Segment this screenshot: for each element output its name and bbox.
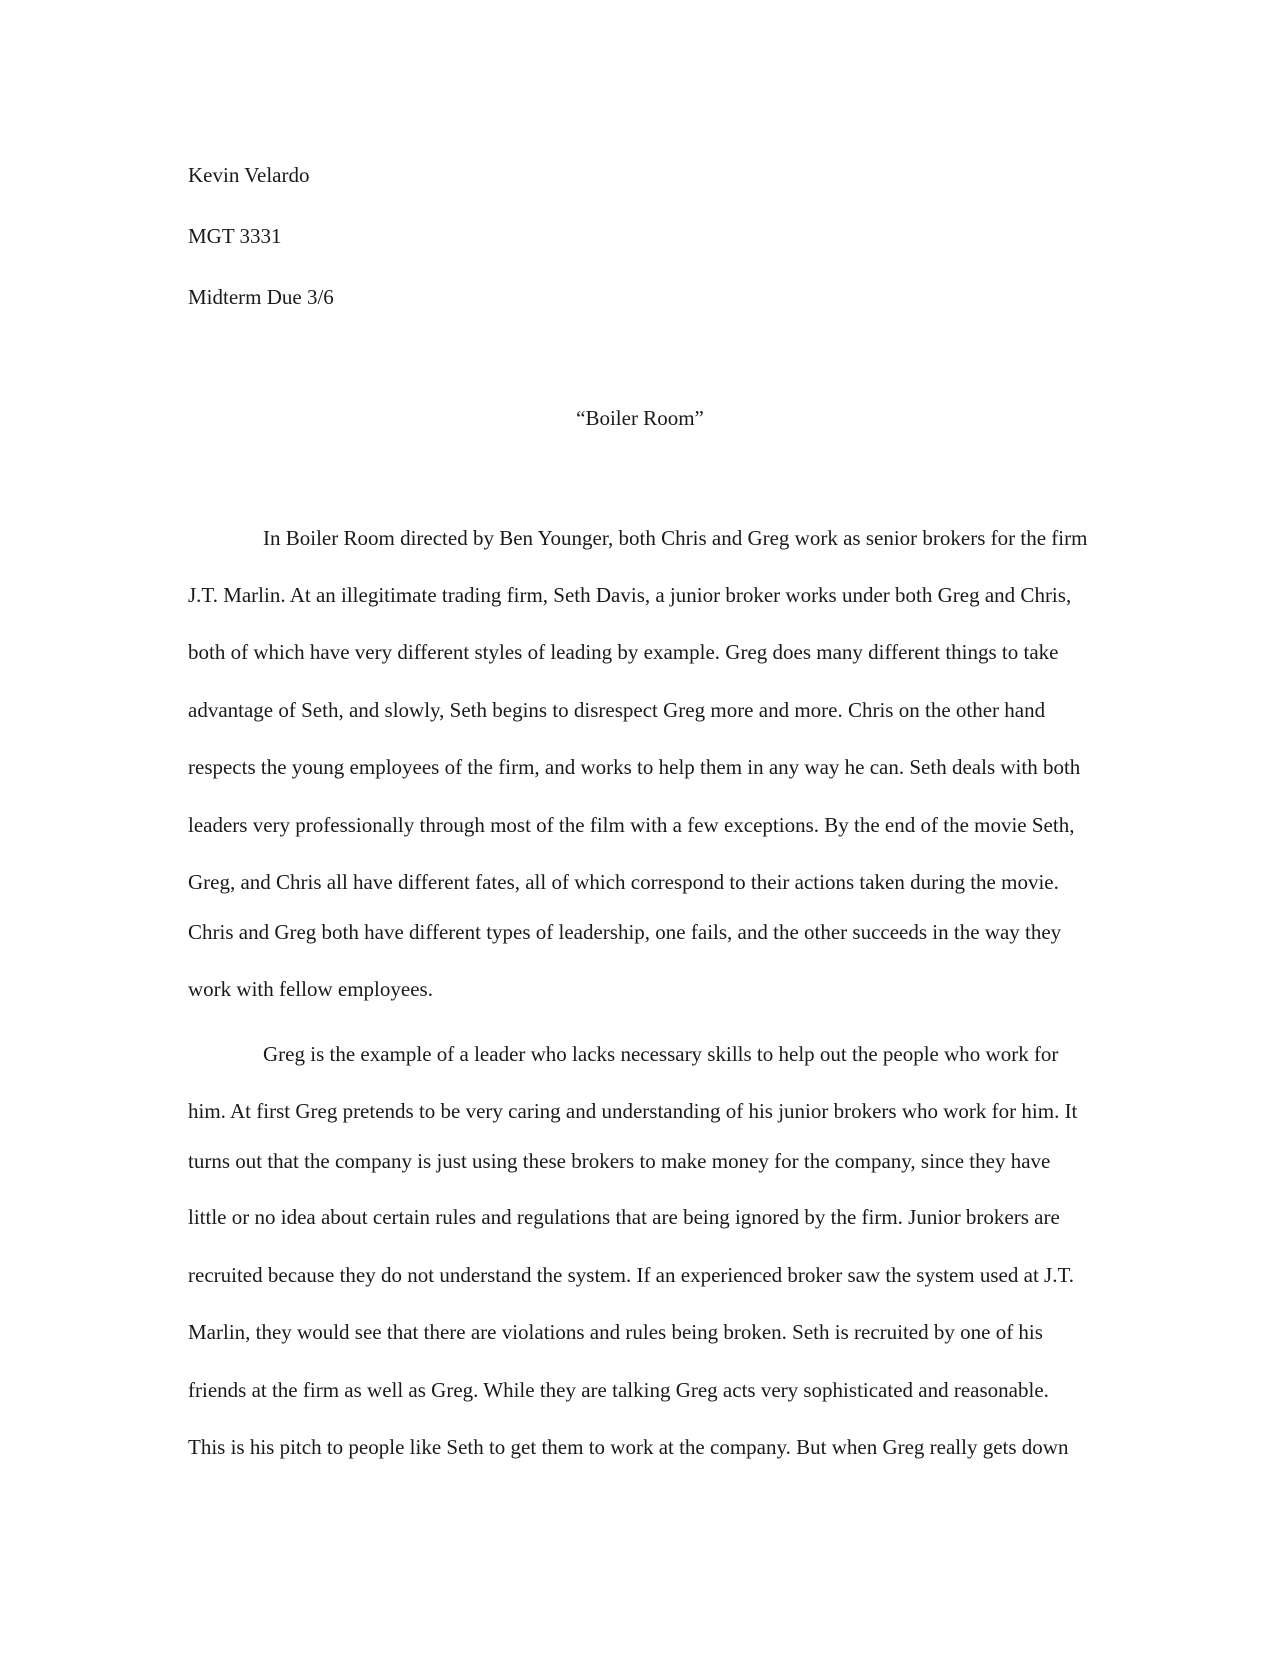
paragraph-2-line-2: him. At first Greg pretends to be very caring and understanding of his junior brokers who work for him. It — [188, 1099, 1078, 1123]
paragraph-1-line-8: Chris and Greg both have different types of leadership, one fails, and the other succeeds in the way they — [188, 920, 1062, 944]
paragraph-2-line-4: little or no idea about certain rules and regulations that are being ignored by the firm. Junior brokers are — [188, 1205, 1060, 1229]
paragraph-1-line-4: advantage of Seth, and slowly, Seth begins to disrespect Greg more and more. Chris on the other hand — [188, 698, 1046, 722]
paragraph-1-line-1: In Boiler Room directed by Ben Younger, both Chris and Greg work as senior brokers for the firm — [263, 526, 1088, 550]
paragraph-1-line-6: leaders very professionally through most of the film with a few exceptions. By the end of the movie Seth, — [188, 813, 1075, 837]
paragraph-1-line-5: respects the young employees of the firm, and works to help them in any way he can. Seth deals with both — [188, 755, 1081, 779]
paragraph-2-line-3: turns out that the company is just using these brokers to make money for the company, since they have — [188, 1149, 1051, 1173]
paragraph-2-line-5: recruited because they do not understand the system. If an experienced broker saw the system used at J.T. — [188, 1263, 1074, 1287]
paragraph-2-line-7: friends at the firm as well as Greg. While they are talking Greg acts very sophisticated and reasonable. — [188, 1378, 1049, 1402]
paragraph-1-line-3: both of which have very different styles of leading by example. Greg does many different things to take — [188, 640, 1059, 664]
paragraph-2-line-6: Marlin, they would see that there are violations and rules being broken. Seth is recruited by one of his — [188, 1320, 1043, 1344]
course-code: MGT 3331 — [188, 224, 282, 248]
paragraph-2-line-8: This is his pitch to people like Seth to get them to work at the company. But when Greg really gets down — [188, 1435, 1069, 1459]
assignment-due: Midterm Due 3/6 — [188, 285, 334, 309]
paragraph-2-line-1: Greg is the example of a leader who lacks necessary skills to help out the people who work for — [263, 1042, 1059, 1066]
paragraph-1-line-2: J.T. Marlin. At an illegitimate trading firm, Seth Davis, a junior broker works under both Greg and Chris, — [188, 583, 1072, 607]
essay-title: “Boiler Room” — [576, 406, 704, 430]
author-name: Kevin Velardo — [188, 163, 310, 187]
paragraph-1-line-7: Greg, and Chris all have different fates, all of which correspond to their actions taken during the movie. — [188, 870, 1059, 894]
paragraph-1-line-9: work with fellow employees. — [188, 977, 433, 1001]
